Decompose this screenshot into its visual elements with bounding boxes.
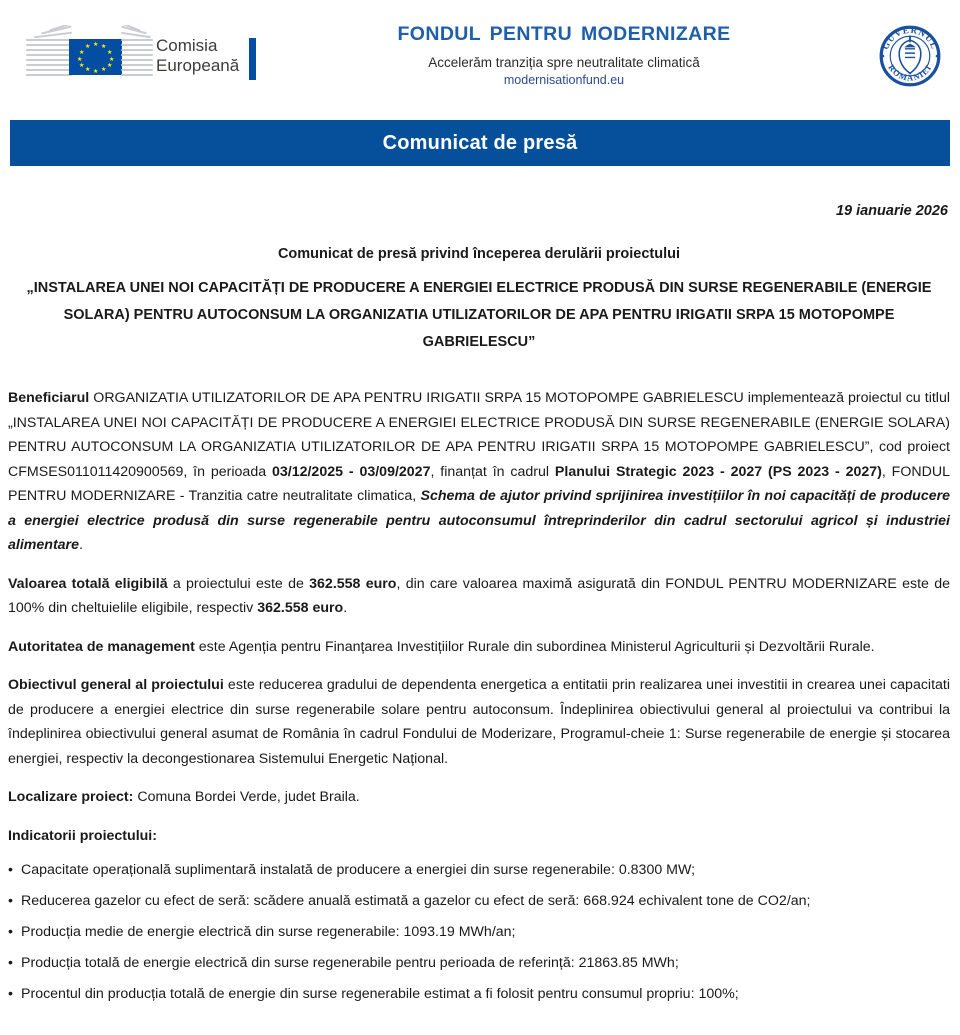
aid-scheme: Schema de ajutor privind sprijinirea investițiilor în noi capacități de producere a energiei electrice produsă din surse regenerabile pentru autoconsumul întreprinderilor din cadrul sectorului agricol și industriei alimentare (8, 488, 951, 553)
list-item: • Producția totală de energie electrică din surse regenerabile pentru perioada de referință: 21863.85 MWh; (8, 951, 950, 975)
paragraph-managing-authority-text: este Agenția pentru Finanțarea Investițiilor Rurale din subordinea Ministerul Agriculturii și Dezvoltării Rurale. (194, 638, 875, 655)
banner-title: Comunicat de presă (382, 131, 578, 154)
list-item: • Producția medie de energie electrică din surse regenerabile: 1093.19 MWh/an; (8, 920, 950, 944)
svg-text:ROMÂNIEI: ROMÂNIEI (886, 62, 934, 83)
paragraph-total-value (6, 572, 952, 621)
fund-url: modernisationfund.eu (503, 73, 625, 87)
project-location (6, 785, 952, 810)
eu-logo-text (156, 36, 239, 76)
eu-logo-text-line2: Europeană (156, 56, 240, 75)
paragraph-beneficiary-text-3: , FONDUL PENTRU MODERNIZARE - Tranzitia catre neutralitate climatica, (8, 463, 951, 504)
project-period: 03/12/2025 - 03/09/2027 (271, 463, 431, 480)
eu-logo-accent-bar (249, 38, 256, 80)
paragraph-beneficiary-text-2: , finanțat în cadrul (430, 463, 555, 480)
paragraph-general-objective (6, 673, 952, 771)
paragraph-total-value-text-3: . (343, 600, 348, 616)
eu-logo-text-line1: Comisia (156, 36, 218, 55)
paragraph-general-objective-lead: Obiectivul general al proiectului (8, 677, 224, 693)
guvernul-romaniei-seal (854, 20, 946, 92)
document-body (0, 203, 960, 1006)
fund-slogan: Accelerăm tranziția spre neutralitate climatică (428, 55, 700, 70)
document-title-block (6, 246, 952, 356)
paragraph-total-value-text-1: a proiectului este de (167, 575, 310, 592)
paragraph-beneficiary (6, 386, 952, 558)
eu-logo-lines-right (121, 25, 155, 87)
paragraph-beneficiary-text-4: . (78, 537, 83, 553)
modernisation-fund-block (274, 23, 854, 89)
page-header (0, 0, 960, 112)
paragraph-total-value-lead: Valoarea totală eligibilă (8, 575, 168, 592)
document-subtitle: Comunicat de presă privind începerea derulării proiectului (277, 246, 681, 262)
paragraph-managing-authority-lead: Autoritatea de management (8, 638, 195, 655)
eu-logo-lines-left (24, 25, 72, 87)
document-title: „INSTALAREA UNEI NOI CAPACITĂȚI DE PRODUCERE A ENERGIEI ELECTRICE PRODUSĂ DIN SURSE REGENERABILE (ENERGIE SOLARA) PENTRU AUTOCONSUM LA ORGANIZATIA UTILIZATORILOR DE APA PENTRU IRIGATII SRPA 15 MOTOPOMPE GABRIELESCU” (26, 280, 932, 350)
list-item: • Reducerea gazelor cu efect de seră: scădere anuală estimată a gazelor cu efect de seră: 668.924 echivalent tone de CO2/an; (8, 889, 950, 913)
paragraph-beneficiary-lead: Beneficiarul (8, 390, 90, 406)
paragraph-total-value-text-2: , din care valoarea maximă asigurată din FONDUL PENTRU MODERNIZARE este de 100% din cheltuielile eligibile, respectiv (8, 575, 950, 616)
eligible-amount-total: 362.558 euro (309, 575, 397, 592)
publication-date: 19 ianuarie 2026 (835, 203, 948, 219)
press-release-banner (10, 120, 950, 166)
list-item: • Procentul din producția totală de energie din surse regenerabile estimat a fi folosit pentru consumul propriu: 100%; (8, 982, 950, 1006)
eu-flag-icon: ★ ★ ★ ★ ★ ★ ★ ★ ★ ★ ★ ★ (69, 39, 122, 75)
project-location-label: Localizare proiect: (8, 789, 134, 805)
eu-emblem-icon (24, 25, 152, 87)
strategic-plan: Planului Strategic 2023 - 2027 (PS 2023 - 2027) (554, 463, 882, 480)
paragraph-general-objective-text: este reducerea gradului de dependenta energetica a entitatii prin realizarea unei investitii in crearea unei capacitati de producere a energiei electrice din surse regenerabile solare pentru autoconsum. Îndeplinirea obiectivului general al proiectului va contribui la îndeplinirea obiectivului general asumat de România în cadrul Fondului de Moderizare, Programul-cheie 1: Surse regenerabile de energie și stocarea energiei, respectiv la decongestionarea Sistemului Energetic Național. (8, 677, 951, 767)
list-item: • Capacitate operațională suplimentară instalată de producere a energiei din surse regenerabile: 0.8300 MW; (8, 858, 950, 882)
indicators-heading: Indicatorii proiectului: (8, 827, 157, 844)
paragraph-managing-authority (6, 635, 952, 660)
project-location-value: Comuna Bordei Verde, judet Braila. (133, 789, 360, 805)
paragraph-beneficiary-text-1: ORGANIZATIA UTILIZATORILOR DE APA PENTRU IRIGATII SRPA 15 MOTOPOMPE GABRIELESCU implementează proiectul cu titlul „INSTALAREA UNEI NOI CAPACITĂȚI DE PRODUCERE A ENERGIEI ELECTRICE PRODUSĂ DIN SURSE REGENERABILE (ENERGIE SOLARA) PENTRU AUTOCONSUM LA ORGANIZATIA UTILIZATORILOR DE APA PENTRU IRIGATII SRPA 15 MOTOPOMPE GABRIELESCU”, cod proiect CFMSES011011420900569, în perioada (8, 390, 950, 480)
european-commission-logo (24, 25, 274, 87)
fund-title: FONDUL PENTRU MODERNIZARE (397, 23, 731, 45)
svg-text:GUVERNUL: GUVERNUL (880, 24, 940, 52)
eligible-amount-fund: 362.558 euro (257, 600, 344, 616)
seal-icon (874, 20, 946, 92)
indicators-list (6, 858, 952, 1006)
